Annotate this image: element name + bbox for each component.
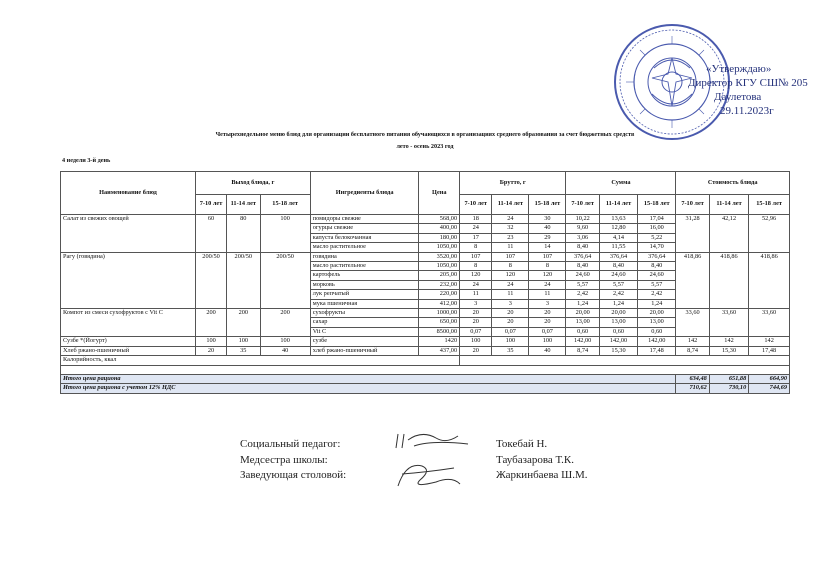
- ingredient-sum: 5,57: [566, 280, 599, 289]
- ingredient-sum: 2,42: [599, 290, 637, 299]
- dish-output: 60: [196, 215, 227, 253]
- ingredient-sum: 13,00: [638, 318, 676, 327]
- approval-line-3: Даулетова: [714, 91, 762, 103]
- header-age: 7-10 лет: [676, 195, 709, 215]
- ingredient-gross: 100: [529, 337, 566, 346]
- dish-cost: 33,60: [676, 309, 709, 337]
- ingredient-price: 180,00: [419, 233, 460, 242]
- ingredient-gross: 107: [460, 252, 492, 261]
- header-ingredients: Ингредиенты блюда: [310, 172, 419, 215]
- ingredient-sum: 8,40: [566, 262, 599, 271]
- signature-icon: [392, 430, 472, 452]
- ingredient-gross: 24: [492, 280, 529, 289]
- dish-output: 100: [227, 337, 260, 346]
- ingredient-sum: 5,57: [638, 280, 676, 289]
- total-label: Итого цена рациона: [61, 374, 676, 383]
- ingredient-price: 437,00: [419, 346, 460, 355]
- header-age: 7-10 лет: [460, 195, 492, 215]
- header-age: 11-14 лет: [599, 195, 637, 215]
- ingredient-gross: 40: [529, 346, 566, 355]
- ingredient-gross: 20: [460, 309, 492, 318]
- ingredient-gross: 35: [492, 346, 529, 355]
- ingredient-name: масло растительное: [310, 243, 419, 252]
- header-age: 7-10 лет: [196, 195, 227, 215]
- header-age: 11-14 лет: [492, 195, 529, 215]
- ingredient-sum: 10,22: [566, 215, 599, 224]
- page-subtitle: лето - осень 2023 год: [396, 143, 454, 150]
- ingredient-gross: 11: [529, 290, 566, 299]
- ingredient-gross: 107: [492, 252, 529, 261]
- ingredient-gross: 100: [460, 337, 492, 346]
- ingredient-gross: 0,07: [460, 327, 492, 336]
- ingredient-price: 220,00: [419, 290, 460, 299]
- dish-cost: 42,12: [709, 215, 748, 253]
- ingredient-gross: 20: [460, 318, 492, 327]
- table-row: [61, 215, 790, 224]
- ingredient-gross: 24: [492, 215, 529, 224]
- ingredient-sum: 8,40: [638, 262, 676, 271]
- ingredient-gross: 18: [460, 215, 492, 224]
- ingredient-gross: 120: [529, 271, 566, 280]
- dish-output: 80: [227, 215, 260, 253]
- ingredient-sum: 17,48: [638, 346, 676, 355]
- ingredient-price: 412,00: [419, 299, 460, 308]
- ingredient-sum: 24,60: [599, 271, 637, 280]
- header-price: Цена: [419, 172, 460, 215]
- dish-output: 20: [196, 346, 227, 355]
- dish-cost: 52,96: [749, 215, 790, 253]
- dish-cost: 31,28: [676, 215, 709, 253]
- ingredient-sum: 3,06: [566, 233, 599, 242]
- ingredient-name: морковь: [310, 280, 419, 289]
- ingredient-price: 8500,00: [419, 327, 460, 336]
- dish-output: 40: [260, 346, 310, 355]
- ingredient-gross: 8: [460, 262, 492, 271]
- ingredient-gross: 11: [492, 290, 529, 299]
- dish-name: Рагу (говядина): [61, 252, 196, 308]
- ingredient-sum: 1,24: [566, 299, 599, 308]
- menu-body: [61, 215, 790, 356]
- total-vat-value: 710,62: [676, 384, 709, 393]
- dish-cost: 142: [709, 337, 748, 346]
- header-age: 15-18 лет: [529, 195, 566, 215]
- table-row: [61, 252, 790, 261]
- ingredient-sum: 142,00: [566, 337, 599, 346]
- signature-icon: [392, 458, 464, 492]
- menu-table: [60, 171, 790, 394]
- ingredient-gross: 24: [529, 280, 566, 289]
- header-age: 11-14 лет: [709, 195, 748, 215]
- ingredient-gross: 20: [492, 318, 529, 327]
- total-row: [61, 374, 790, 383]
- ingredient-sum: 2,42: [638, 290, 676, 299]
- ingredient-sum: 8,74: [566, 346, 599, 355]
- dish-cost: 142: [749, 337, 790, 346]
- signature-role: Заведующая столовой:: [240, 469, 347, 481]
- ingredient-price: 205,00: [419, 271, 460, 280]
- ingredient-sum: 16,00: [638, 224, 676, 233]
- dish-name: Сузбе *(Йогурт): [61, 337, 196, 346]
- ingredient-gross: 20: [529, 318, 566, 327]
- ingredient-gross: 30: [529, 215, 566, 224]
- ingredient-sum: 20,00: [566, 309, 599, 318]
- signature-role: Социальный педагог:: [240, 438, 341, 450]
- table-row: [61, 337, 790, 346]
- ingredient-gross: 0,07: [492, 327, 529, 336]
- signature-name: Таубазарова Т.К.: [496, 453, 574, 466]
- ingredient-sum: 9,60: [566, 224, 599, 233]
- ingredient-name: огурцы свежие: [310, 224, 419, 233]
- ingredient-sum: 5,57: [599, 280, 637, 289]
- spacer-row: [61, 365, 790, 374]
- dish-output: 200: [196, 309, 227, 337]
- ingredient-name: сузбе: [310, 337, 419, 346]
- ingredient-sum: 13,00: [566, 318, 599, 327]
- ingredient-sum: 0,60: [638, 327, 676, 336]
- ingredient-price: 1000,00: [419, 309, 460, 318]
- approval-line-2: Директор КГУ СШ№ 205: [688, 77, 808, 89]
- ingredient-sum: 5,22: [638, 233, 676, 242]
- header-age: 15-18 лет: [749, 195, 790, 215]
- ingredient-gross: 0,07: [529, 327, 566, 336]
- dish-output: 200/50: [260, 252, 310, 308]
- dish-cost: 17,48: [749, 346, 790, 355]
- ingredient-price: 1050,00: [419, 243, 460, 252]
- dish-cost: 33,60: [709, 309, 748, 337]
- page-title: Четырехнедельное меню блюд для организации бесплатного питания обучающихся в организациях среднего образования за счет бюджетных средств: [215, 131, 635, 138]
- ingredient-price: 1050,00: [419, 262, 460, 271]
- ingredient-sum: 1,24: [638, 299, 676, 308]
- ingredient-sum: 15,30: [599, 346, 637, 355]
- ingredient-sum: 0,60: [566, 327, 599, 336]
- ingredient-gross: 3: [529, 299, 566, 308]
- ingredient-name: капуста белокочанная: [310, 233, 419, 242]
- ingredient-sum: 376,64: [599, 252, 637, 261]
- ingredient-sum: 20,00: [599, 309, 637, 318]
- ingredient-sum: 24,60: [638, 271, 676, 280]
- ingredient-gross: 24: [460, 224, 492, 233]
- ingredient-gross: 8: [492, 262, 529, 271]
- dish-cost: 418,86: [676, 252, 709, 308]
- ingredient-price: 3520,00: [419, 252, 460, 261]
- ingredient-name: картофель: [310, 271, 419, 280]
- approval-line-1: «Утверждаю»: [706, 63, 772, 75]
- ingredient-sum: 8,40: [599, 262, 637, 271]
- ingredient-gross: 107: [529, 252, 566, 261]
- header-gross: Брутто, г: [460, 172, 566, 195]
- ingredient-gross: 24: [460, 280, 492, 289]
- signature-name: Токебай Н.: [496, 438, 548, 450]
- dish-output: 200/50: [227, 252, 260, 308]
- ingredient-sum: 13,00: [599, 318, 637, 327]
- ingredient-gross: 40: [529, 224, 566, 233]
- ingredient-gross: 100: [492, 337, 529, 346]
- dish-output: 200: [227, 309, 260, 337]
- signature-name: Жаркинбаева Ш.М.: [496, 469, 588, 481]
- signature-role: Медсестра школы:: [240, 453, 328, 466]
- ingredient-name: сухофрукты: [310, 309, 419, 318]
- ingredient-sum: 12,80: [599, 224, 637, 233]
- header-age: 7-10 лет: [566, 195, 599, 215]
- total-vat-value: 730,10: [709, 384, 748, 393]
- header-age: 11-14 лет: [227, 195, 260, 215]
- total-value: 664,90: [749, 374, 790, 383]
- ingredient-gross: 14: [529, 243, 566, 252]
- ingredient-gross: 20: [492, 309, 529, 318]
- ingredient-price: 650,00: [419, 318, 460, 327]
- ingredient-price: 568,00: [419, 215, 460, 224]
- ingredient-name: лук репчатый: [310, 290, 419, 299]
- header-cost: Стоимость блюда: [676, 172, 790, 195]
- ingredient-gross: 23: [492, 233, 529, 242]
- ingredient-gross: 20: [460, 346, 492, 355]
- ingredient-name: хлеб ржано-пшеничный: [310, 346, 419, 355]
- dish-cost: 8,74: [676, 346, 709, 355]
- ingredient-price: 400,00: [419, 224, 460, 233]
- dish-name: Салат из свежих овощей: [61, 215, 196, 253]
- dish-cost: 418,86: [749, 252, 790, 308]
- dish-output: 200/50: [196, 252, 227, 308]
- header-dish: Наименование блюд: [61, 172, 196, 215]
- ingredient-sum: 2,42: [566, 290, 599, 299]
- ingredient-sum: 376,64: [638, 252, 676, 261]
- ingredient-gross: 11: [492, 243, 529, 252]
- dish-cost: 33,60: [749, 309, 790, 337]
- ingredient-sum: 1,24: [599, 299, 637, 308]
- dish-output: 100: [260, 337, 310, 346]
- ingredient-gross: 3: [492, 299, 529, 308]
- ingredient-sum: 142,00: [599, 337, 637, 346]
- dish-output: 200: [260, 309, 310, 337]
- dish-name: Компот из смеси сухофруктов с Vit C: [61, 309, 196, 337]
- ingredient-gross: 120: [460, 271, 492, 280]
- table-row: [61, 309, 790, 318]
- calories-label: Калорийность, ккал: [61, 356, 460, 365]
- ingredient-sum: 13,63: [599, 215, 637, 224]
- approval-block: [676, 62, 816, 118]
- total-vat-value: 744,69: [749, 384, 790, 393]
- calories-row: [61, 356, 790, 365]
- ingredient-gross: 3: [460, 299, 492, 308]
- header-age: 15-18 лет: [638, 195, 676, 215]
- ingredient-name: Vit C: [310, 327, 419, 336]
- ingredient-name: говядина: [310, 252, 419, 261]
- ingredient-name: масло растительное: [310, 262, 419, 271]
- ingredient-sum: 11,55: [599, 243, 637, 252]
- dish-cost: 142: [676, 337, 709, 346]
- dish-name: Хлеб ржано-пшеничный: [61, 346, 196, 355]
- ingredient-gross: 32: [492, 224, 529, 233]
- ingredient-price: 1420: [419, 337, 460, 346]
- header-output: Выход блюда, г: [196, 172, 311, 195]
- approval-line-4: 29.11.2023г: [720, 105, 774, 117]
- ingredient-sum: 4,14: [599, 233, 637, 242]
- dish-output: 35: [227, 346, 260, 355]
- ingredient-sum: 0,60: [599, 327, 637, 336]
- ingredient-sum: 142,00: [638, 337, 676, 346]
- total-vat-row: [61, 384, 790, 393]
- dish-output: 100: [196, 337, 227, 346]
- total-vat-label: Итого цена рациона с учетом 12% НДС: [61, 384, 676, 393]
- ingredient-sum: 20,00: [638, 309, 676, 318]
- ingredient-name: мука пшеничная: [310, 299, 419, 308]
- header-age: 15-18 лет: [260, 195, 310, 215]
- total-value: 634,48: [676, 374, 709, 383]
- ingredient-sum: 8,40: [566, 243, 599, 252]
- ingredient-sum: 17,04: [638, 215, 676, 224]
- ingredient-gross: 17: [460, 233, 492, 242]
- dish-output: 100: [260, 215, 310, 253]
- ingredient-gross: 8: [460, 243, 492, 252]
- ingredient-name: сахар: [310, 318, 419, 327]
- ingredient-gross: 29: [529, 233, 566, 242]
- ingredient-gross: 11: [460, 290, 492, 299]
- ingredient-price: 232,00: [419, 280, 460, 289]
- ingredient-gross: 8: [529, 262, 566, 271]
- dish-cost: 418,86: [709, 252, 748, 308]
- table-row: [61, 346, 790, 355]
- ingredient-gross: 20: [529, 309, 566, 318]
- ingredient-gross: 120: [492, 271, 529, 280]
- header-sum: Сумма: [566, 172, 676, 195]
- week-day-label: 4 недели 3-й день: [62, 157, 111, 164]
- ingredient-sum: 14,70: [638, 243, 676, 252]
- total-value: 651,88: [709, 374, 748, 383]
- ingredient-sum: 24,60: [566, 271, 599, 280]
- ingredient-name: помидоры свежие: [310, 215, 419, 224]
- ingredient-sum: 376,64: [566, 252, 599, 261]
- dish-cost: 15,30: [709, 346, 748, 355]
